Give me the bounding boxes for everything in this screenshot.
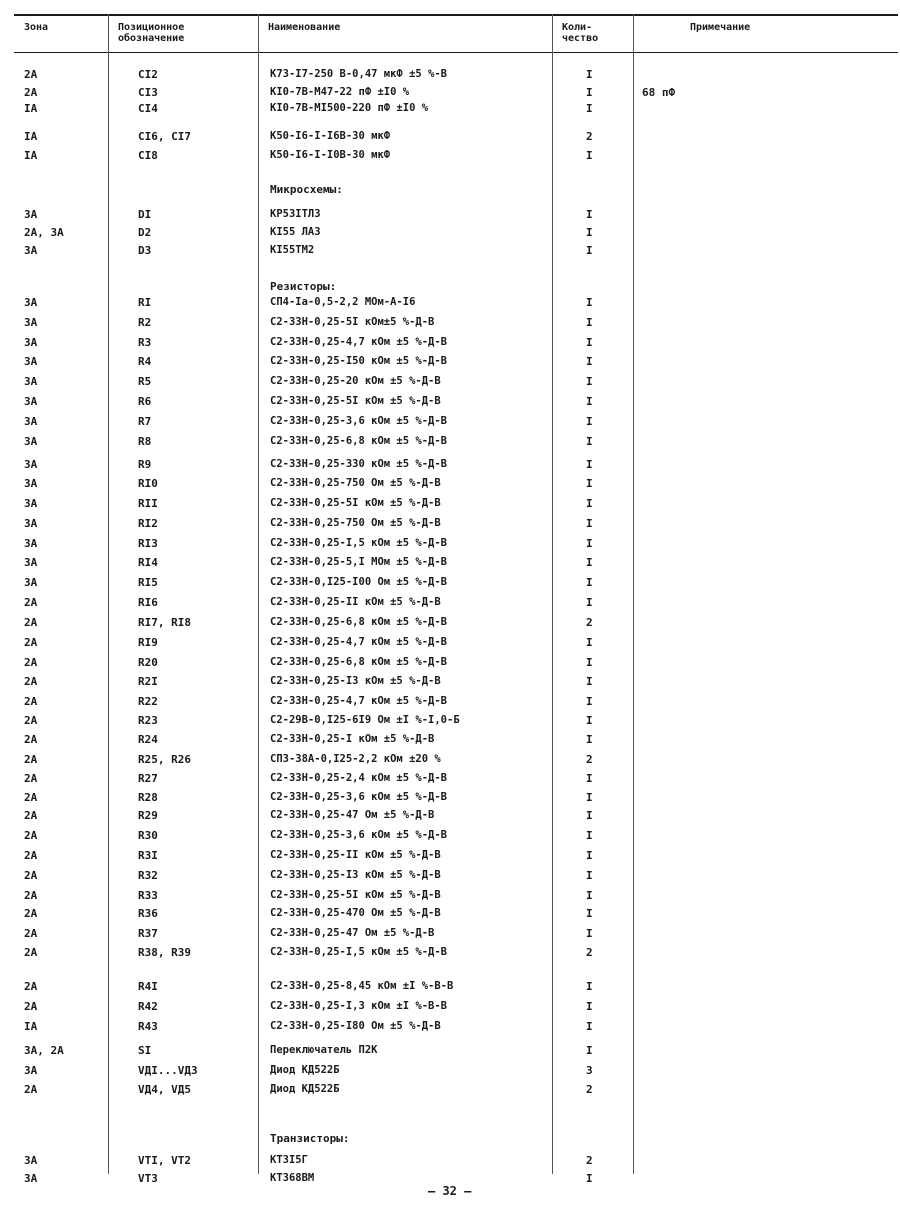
row-zone-cell: 2А <box>24 596 38 609</box>
row-qty-cell: I <box>586 395 593 408</box>
row-zone-cell: 2А <box>24 86 38 99</box>
row-pos-cell: R25, R26 <box>138 753 191 766</box>
row-name-cell: С2-33Н-0,25-5I кОм ±5 %-Д-В <box>270 497 441 509</box>
row-zone-cell: 3А, 2А <box>24 1044 64 1057</box>
row-qty-cell: I <box>586 576 593 589</box>
row-zone-cell: 2А <box>24 695 38 708</box>
row-name-cell: С2-33Н-0,25-2,4 кОм ±5 %-Д-В <box>270 772 448 784</box>
row-name-cell: С2-33Н-0,25-470 Ом ±5 %-Д-В <box>270 907 441 919</box>
row-qty-cell: I <box>586 927 593 940</box>
row-qty-cell: I <box>586 1044 593 1057</box>
row-qty-cell: I <box>586 316 593 329</box>
row-qty-cell: I <box>586 556 593 569</box>
row-pos-cell: RI6 <box>138 596 158 609</box>
row-name-cell: С2-33Н-0,25-6,8 кОм ±5 %-Д-В <box>270 616 448 628</box>
row-pos-cell: R23 <box>138 714 158 727</box>
row-zone-cell: 2А <box>24 656 38 669</box>
row-qty-cell: I <box>586 477 593 490</box>
row-pos-cell: R29 <box>138 809 158 822</box>
row-name-cell: С2-33Н-0,25-4,7 кОм ±5 %-Д-В <box>270 636 448 648</box>
row-zone-cell: 3А <box>24 375 38 388</box>
row-pos-cell: СI3 <box>138 86 158 99</box>
row-pos-cell: SI <box>138 1044 152 1057</box>
row-pos-cell: RI7, RI8 <box>138 616 191 629</box>
row-pos-cell: VT3 <box>138 1172 158 1185</box>
row-pos-cell: R36 <box>138 907 158 920</box>
row-name-cell: КТ368ВМ <box>270 1172 315 1184</box>
row-name-cell: КI55 ЛАЗ <box>270 226 321 238</box>
row-zone-cell: 2А <box>24 849 38 862</box>
row-qty-cell: I <box>586 537 593 550</box>
row-zone-cell: 2А <box>24 809 38 822</box>
row-zone-cell: 2А <box>24 733 38 746</box>
row-name-cell: Диод КД522Б <box>270 1083 340 1095</box>
row-name-cell: С2-33Н-0,25-330 кОм ±5 %-Д-В <box>270 458 448 470</box>
row-zone-cell: 2А <box>24 753 38 766</box>
row-name-cell: С2-33Н-0,25-I кОм ±5 %-Д-В <box>270 733 435 745</box>
row-zone-cell: 3А <box>24 458 38 471</box>
row-zone-cell: 2А, 3А <box>24 226 64 239</box>
column-divider <box>258 14 259 1174</box>
row-qty-cell: I <box>586 695 593 708</box>
row-qty-cell: I <box>586 596 593 609</box>
row-zone-cell: 2А <box>24 946 38 959</box>
row-qty-cell: I <box>586 336 593 349</box>
row-qty-cell: I <box>586 497 593 510</box>
row-name-cell: С2-33Н-0,25-5,I МОм ±5 %-Д-В <box>270 556 448 568</box>
row-note-cell: 68 пФ <box>642 86 676 99</box>
row-qty-cell: I <box>586 1020 593 1033</box>
row-pos-cell: R38, R39 <box>138 946 191 959</box>
row-qty-cell: 2 <box>586 1154 593 1167</box>
row-zone-cell: 2А <box>24 791 38 804</box>
row-pos-cell: RI4 <box>138 556 158 569</box>
row-zone-cell: 3А <box>24 1154 38 1167</box>
row-name-cell: КТ3I5Г <box>270 1154 308 1166</box>
row-qty-cell: I <box>586 809 593 822</box>
row-qty-cell: I <box>586 1000 593 1013</box>
row-zone-cell: 3А <box>24 336 38 349</box>
row-name-cell: С2-33Н-0,25-I80 Ом ±5 %-Д-В <box>270 1020 441 1032</box>
row-qty-cell: I <box>586 68 593 81</box>
row-pos-cell: R3I <box>138 849 158 862</box>
row-qty-cell: I <box>586 517 593 530</box>
row-zone-cell: 3А <box>24 296 38 309</box>
row-name-cell: К50-I6-I-I0В-30 мкФ <box>270 149 391 161</box>
row-pos-cell: R2I <box>138 675 158 688</box>
row-qty-cell: I <box>586 772 593 785</box>
row-qty-cell: 3 <box>586 1064 593 1077</box>
row-name-cell: К73-I7-250 В-0,47 мкФ ±5 %-В <box>270 68 448 80</box>
column-divider <box>108 14 109 1174</box>
row-zone-cell: 2А <box>24 889 38 902</box>
row-qty-cell: I <box>586 869 593 882</box>
section-heading: Резисторы: <box>270 280 337 293</box>
row-pos-cell: СI4 <box>138 102 158 115</box>
row-pos-cell: R7 <box>138 415 152 428</box>
row-zone-cell: 3А <box>24 537 38 550</box>
row-qty-cell: I <box>586 415 593 428</box>
row-pos-cell: СI6, СI7 <box>138 130 191 143</box>
section-heading: Микросхемы: <box>270 183 343 196</box>
row-qty-cell: 2 <box>586 130 593 143</box>
row-name-cell: С2-33Н-0,25-5I кОм±5 %-Д-В <box>270 316 435 328</box>
row-name-cell: СП3-38А-0,I25-2,2 кОм ±20 % <box>270 753 441 765</box>
row-zone-cell: 3А <box>24 576 38 589</box>
row-zone-cell: IА <box>24 130 38 143</box>
row-pos-cell: RI <box>138 296 152 309</box>
row-zone-cell: 2А <box>24 1083 38 1096</box>
row-zone-cell: 3А <box>24 316 38 329</box>
row-qty-cell: I <box>586 829 593 842</box>
row-pos-cell: R22 <box>138 695 158 708</box>
row-name-cell: С2-33Н-0,25-I,5 кОм ±5 %-Д-В <box>270 537 448 549</box>
row-zone-cell: 3А <box>24 355 38 368</box>
section-heading: Транзисторы: <box>270 1132 350 1145</box>
row-pos-cell: СI8 <box>138 149 158 162</box>
row-qty-cell: I <box>586 149 593 162</box>
row-pos-cell: R4 <box>138 355 152 368</box>
row-pos-cell: R33 <box>138 889 158 902</box>
row-zone-cell: 2А <box>24 714 38 727</box>
row-name-cell: С2-33Н-0,25-3,6 кОм ±5 %-Д-В <box>270 415 448 427</box>
row-zone-cell: 3А <box>24 556 38 569</box>
row-qty-cell: I <box>586 226 593 239</box>
row-qty-cell: I <box>586 907 593 920</box>
row-zone-cell: 3А <box>24 244 38 257</box>
row-name-cell: КР53IТЛЗ <box>270 208 321 220</box>
row-name-cell: С2-33Н-0,25-3,6 кОм ±5 %-Д-В <box>270 829 448 841</box>
row-zone-cell: 3А <box>24 477 38 490</box>
row-zone-cell: IА <box>24 149 38 162</box>
row-zone-cell: 2А <box>24 980 38 993</box>
row-name-cell: С2-33Н-0,25-3,6 кОм ±5 %-Д-В <box>270 791 448 803</box>
row-qty-cell: I <box>586 1172 593 1185</box>
header-zone: Зона <box>24 22 49 33</box>
row-name-cell: С2-33Н-0,25-I3 кОм ±5 %-Д-В <box>270 869 441 881</box>
row-qty-cell: 2 <box>586 1083 593 1096</box>
row-pos-cell: D3 <box>138 244 152 257</box>
row-qty-cell: I <box>586 675 593 688</box>
row-name-cell: С2-33Н-0,25-4,7 кОм ±5 %-Д-В <box>270 336 448 348</box>
row-zone-cell: 2А <box>24 1000 38 1013</box>
row-zone-cell: 3А <box>24 1064 38 1077</box>
row-zone-cell: 2А <box>24 869 38 882</box>
row-zone-cell: 2А <box>24 675 38 688</box>
row-qty-cell: 2 <box>586 946 593 959</box>
header-bottom-rule <box>14 52 898 53</box>
row-name-cell: С2-33Н-0,25-4,7 кОм ±5 %-Д-В <box>270 695 448 707</box>
row-pos-cell: VДI...VД3 <box>138 1064 198 1077</box>
row-qty-cell: I <box>586 355 593 368</box>
row-zone-cell: IА <box>24 102 38 115</box>
row-name-cell: С2-33Н-0,25-6,8 кОм ±5 %-Д-В <box>270 656 448 668</box>
row-pos-cell: R4I <box>138 980 158 993</box>
row-pos-cell: VTI, VT2 <box>138 1154 191 1167</box>
row-qty-cell: I <box>586 849 593 862</box>
row-name-cell: КI0-7В-М47-22 пФ ±I0 % <box>270 86 410 98</box>
row-zone-cell: 2А <box>24 68 38 81</box>
page-number: – 32 – <box>428 1184 472 1198</box>
header-note: Примечание <box>690 22 751 33</box>
row-qty-cell: I <box>586 636 593 649</box>
row-name-cell: С2-33Н-0,25-5I кОм ±5 %-Д-В <box>270 395 441 407</box>
row-qty-cell: I <box>586 980 593 993</box>
row-zone-cell: 3А <box>24 435 38 448</box>
row-name-cell: С2-33Н-0,25-II кОм ±5 %-Д-В <box>270 596 441 608</box>
row-qty-cell: I <box>586 791 593 804</box>
row-zone-cell: 3А <box>24 517 38 530</box>
row-pos-cell: RI2 <box>138 517 158 530</box>
row-name-cell: С2-33Н-0,25-I,3 кОм ±I %-В-В <box>270 1000 448 1012</box>
row-name-cell: Диод КД522Б <box>270 1064 340 1076</box>
row-name-cell: СП4-Iа-0,5-2,2 МОм-А-I6 <box>270 296 416 308</box>
row-name-cell: С2-33Н-0,25-I,5 кОм ±5 %-Д-В <box>270 946 448 958</box>
row-pos-cell: RI9 <box>138 636 158 649</box>
row-name-cell: С2-33Н-0,25-750 Ом ±5 %-Д-В <box>270 477 441 489</box>
header-position: Позиционное обозначение <box>118 22 185 44</box>
row-name-cell: С2-33Н-0,25-47 Ом ±5 %-Д-В <box>270 927 435 939</box>
row-name-cell: С2-33Н-0,25-20 кОм ±5 %-Д-В <box>270 375 441 387</box>
row-pos-cell: R5 <box>138 375 152 388</box>
row-qty-cell: I <box>586 733 593 746</box>
row-zone-cell: 2А <box>24 616 38 629</box>
column-divider <box>633 14 634 1174</box>
row-qty-cell: I <box>586 435 593 448</box>
row-qty-cell: I <box>586 208 593 221</box>
row-pos-cell: R2 <box>138 316 152 329</box>
row-pos-cell: R30 <box>138 829 158 842</box>
row-name-cell: КI55ТМ2 <box>270 244 315 256</box>
row-pos-cell: R24 <box>138 733 158 746</box>
header-name: Наименование <box>268 22 341 33</box>
row-qty-cell: I <box>586 889 593 902</box>
row-qty-cell: I <box>586 656 593 669</box>
row-pos-cell: RI5 <box>138 576 158 589</box>
row-zone-cell: 3А <box>24 395 38 408</box>
row-qty-cell: I <box>586 102 593 115</box>
row-pos-cell: R20 <box>138 656 158 669</box>
row-pos-cell: R42 <box>138 1000 158 1013</box>
row-qty-cell: I <box>586 244 593 257</box>
row-zone-cell: 2А <box>24 829 38 842</box>
row-name-cell: К50-I6-I-I6В-30 мкФ <box>270 130 391 142</box>
row-zone-cell: 3А <box>24 208 38 221</box>
row-zone-cell: 2А <box>24 772 38 785</box>
row-name-cell: КI0-7В-МI500-220 пФ ±I0 % <box>270 102 429 114</box>
row-name-cell: С2-33Н-0,25-II кОм ±5 %-Д-В <box>270 849 441 861</box>
row-pos-cell: R28 <box>138 791 158 804</box>
row-qty-cell: I <box>586 86 593 99</box>
row-name-cell: С2-33Н-0,25-I3 кОм ±5 %-Д-В <box>270 675 441 687</box>
row-pos-cell: D2 <box>138 226 152 239</box>
row-pos-cell: R3 <box>138 336 152 349</box>
row-pos-cell: RI3 <box>138 537 158 550</box>
row-zone-cell: 2А <box>24 907 38 920</box>
row-pos-cell: R43 <box>138 1020 158 1033</box>
row-name-cell: С2-33Н-0,25-I50 кОм ±5 %-Д-В <box>270 355 448 367</box>
row-zone-cell: 2А <box>24 927 38 940</box>
row-pos-cell: R9 <box>138 458 152 471</box>
row-name-cell: С2-33Н-0,25-750 Ом ±5 %-Д-В <box>270 517 441 529</box>
column-divider <box>552 14 553 1174</box>
row-name-cell: С2-33Н-0,25-47 Ом ±5 %-Д-В <box>270 809 435 821</box>
row-qty-cell: I <box>586 714 593 727</box>
row-pos-cell: R8 <box>138 435 152 448</box>
row-qty-cell: 2 <box>586 616 593 629</box>
row-pos-cell: DI <box>138 208 152 221</box>
row-qty-cell: I <box>586 458 593 471</box>
row-name-cell: С2-33Н-0,25-5I кОм ±5 %-Д-В <box>270 889 441 901</box>
row-zone-cell: 3А <box>24 497 38 510</box>
header-qty: Коли-чество <box>562 22 599 44</box>
row-pos-cell: R32 <box>138 869 158 882</box>
row-qty-cell: 2 <box>586 753 593 766</box>
row-pos-cell: VД4, VД5 <box>138 1083 191 1096</box>
row-name-cell: Переключатель П2К <box>270 1044 378 1056</box>
row-name-cell: С2-33Н-0,I25-I00 Ом ±5 %-Д-В <box>270 576 448 588</box>
row-qty-cell: I <box>586 296 593 309</box>
table-top-rule <box>14 14 898 16</box>
row-pos-cell: R27 <box>138 772 158 785</box>
row-name-cell: С2-33Н-0,25-6,8 кОм ±5 %-Д-В <box>270 435 448 447</box>
row-pos-cell: R6 <box>138 395 152 408</box>
row-zone-cell: 3А <box>24 415 38 428</box>
row-pos-cell: R37 <box>138 927 158 940</box>
row-name-cell: С2-29В-0,I25-6I9 Ом ±I %-I,0-Б <box>270 714 460 726</box>
row-pos-cell: СI2 <box>138 68 158 81</box>
row-qty-cell: I <box>586 375 593 388</box>
row-zone-cell: 2А <box>24 636 38 649</box>
row-name-cell: С2-33Н-0,25-8,45 кОм ±I %-В-В <box>270 980 454 992</box>
row-zone-cell: IА <box>24 1020 38 1033</box>
row-zone-cell: 3А <box>24 1172 38 1185</box>
row-pos-cell: RI0 <box>138 477 158 490</box>
row-pos-cell: RII <box>138 497 158 510</box>
